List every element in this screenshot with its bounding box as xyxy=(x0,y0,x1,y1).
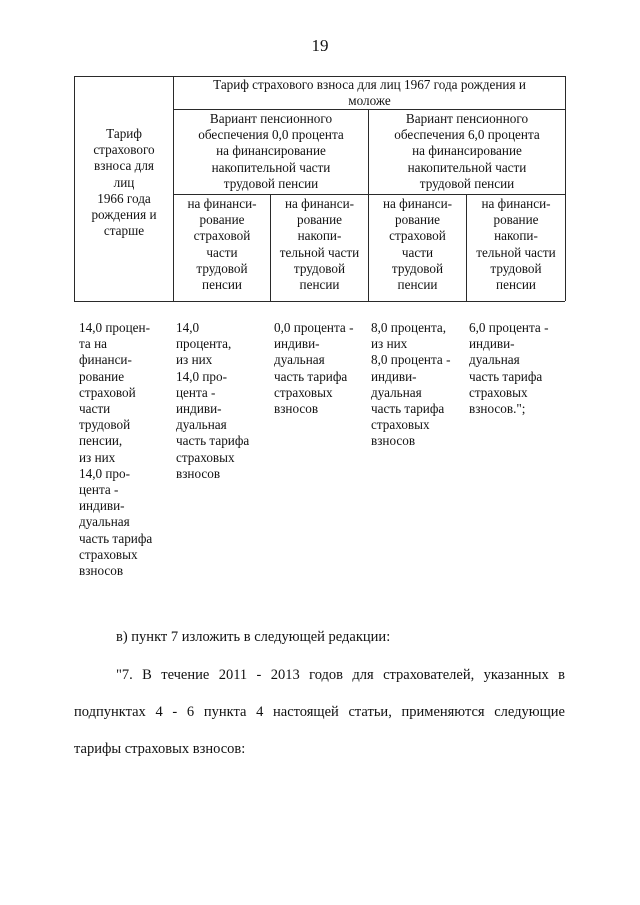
header-funded-part-a: на финанси- рование накопи- тельной части трудовой пенсии xyxy=(279,196,360,293)
value-insurance-b: 8,0 процента, из них 8,0 процента - индиви- дуальная часть тарифа страховых взносов xyxy=(371,320,451,449)
value-insurance-a: 14,0 процента, из них 14,0 про- цента - индиви- дуальная часть тарифа страховых взносов xyxy=(176,320,250,481)
header-variant-0: Вариант пенсионного обеспечения 0,0 процента на финансирование накопительной части трудовой пенсии xyxy=(198,111,344,191)
paragraph-line-3: тарифы страховых взносов: xyxy=(74,741,246,757)
paragraph-point-7-intro: в) пункт 7 изложить в следующей редакции: xyxy=(116,629,391,645)
header-variant-6: Вариант пенсионного обеспечения 6,0 процента на финансирование накопительной части трудовой пенсии xyxy=(394,111,540,191)
paragraph-line-1: "7. В течение 2011 - 2013 годов для страхователей, указанных в xyxy=(116,667,565,683)
page-number: 19 xyxy=(311,36,329,55)
value-1966-cohort: 14,0 процен- та на финанси- рование страховой части трудовой пенсии, из них 14,0 про- цента - индиви- дуальная часть тарифа страховых взносов xyxy=(79,320,153,579)
header-1966-cohort: Тариф страхового взноса для лиц 1966 года рождения и старше xyxy=(91,126,157,239)
value-funded-a: 0,0 процента - индиви- дуальная часть тарифа страховых взносов xyxy=(274,320,354,417)
header-insurance-part-b: на финанси- рование страховой части трудовой пенсии xyxy=(382,196,453,293)
header-funded-part-b: на финанси- рование накопи- тельной части трудовой пенсии xyxy=(476,196,556,293)
paragraph-line-2: подпунктах 4 - 6 пункта 4 настоящей статьи, применяются следующие xyxy=(74,704,565,720)
header-1967-cohort: Тариф страхового взноса для лиц 1967 года рождения и моложе xyxy=(213,77,526,109)
value-funded-b: 6,0 процента - индиви- дуальная часть тарифа страховых взносов."; xyxy=(469,320,549,417)
header-insurance-part-a: на финанси- рование страховой части трудовой пенсии xyxy=(187,196,257,293)
